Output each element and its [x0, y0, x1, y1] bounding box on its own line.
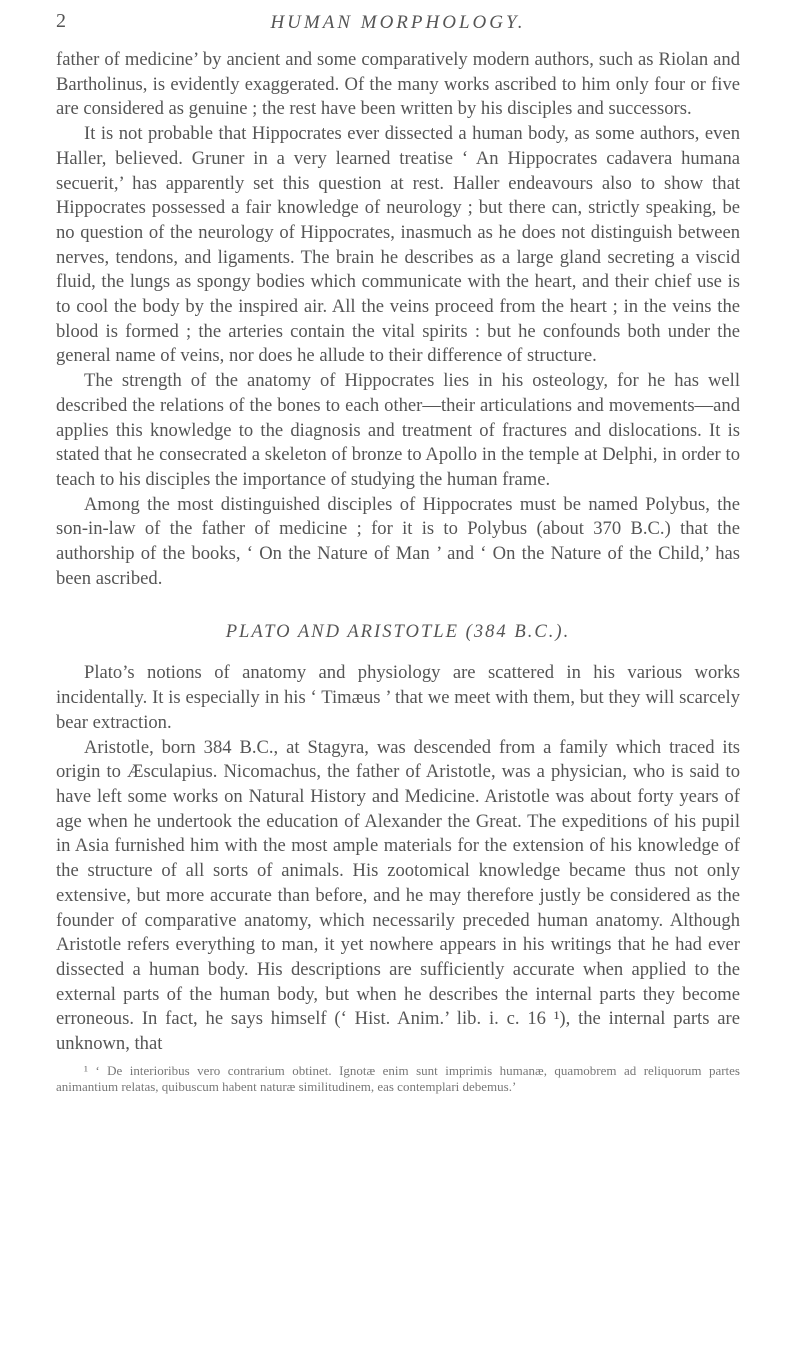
page-number: 2: [56, 10, 66, 32]
running-head: HUMAN MORPHOLOGY.: [270, 12, 526, 33]
paragraph: Plato’s notions of anatomy and physiology are scattered in his various works incidentally. It is especially in his ‘ Timæus ’ that we meet with them, but they will scarcely bear extraction.: [56, 662, 740, 733]
main-text: [56, 48, 740, 1057]
footnote: ¹ ‘ De interioribus vero contrarium obtinet. Ignotæ enim sunt imprimis humanæ, quamobrem ad reliquorum partes animantium relatas, quibuscum habent naturæ similitudinem, eas contemplari debemus.’: [56, 1062, 740, 1094]
paragraph: It is not probable that Hippocrates ever dissected a human body, as some authors, even Haller, believed. Gruner in a very learned treatise ‘ An Hippocrates cadavera humana secuerit,’ has apparently set this question at rest. Haller endeavours also to show that Hippocrates possessed a fair knowledge of neurology ; but there can, strictly speaking, be no question of the neurology of Hippocrates, inasmuch as he does not distinguish between nerves, tendons, and ligaments. The brain he describes as a large gland secreting a viscid fluid, the lungs as spongy bodies which communicate with the heart, and their chief use is to cool the body by the inspired air. All the veins proceed from the heart ; in the veins the blood is formed ; the arteries contain the vital spirits : but he confounds both under the general name of veins, nor does he allude to their difference of structure.: [56, 123, 740, 367]
paragraph: father of medicine’ by ancient and some comparatively modern authors, such as Riolan and Bartholinus, is evidently exaggerated. Of the many works ascribed to him only four or five are considered as genuine ; the rest have been written by his disciples and successors.: [56, 49, 740, 120]
paragraph: Aristotle, born 384 B.C., at Stagyra, was descended from a family which traced its origin to Æsculapius. Nicomachus, the father of Aristotle, was a physician, who is said to have left some works on Natural History and Medicine. Aristotle was about forty years of age when he undertook the education of Alexander the Great. The expeditions of his pupil in Asia furnished him with the most ample materials for the extension of his knowledge of the structure of all sorts of animals. His zootomical knowledge became thus not only extensive, but more accurate than before, and he may therefore justly be considered as the founder of comparative anatomy, which necessarily preceded human anatomy. Although Aristotle refers everything to man, it yet nowhere appears in his writings that he had ever dissected a human body. His descriptions are sufficiently accurate when applied to the external parts of the human body, but when he describes the internal parts they become erroneous. In fact, he says himself (‘ Hist. Anim.’ lib. i. c. 16 ¹), the internal parts are unknown, that: [56, 736, 740, 1055]
section-heading: PLATO AND ARISTOTLE (384 B.C.).: [225, 621, 571, 643]
page-header: [56, 10, 740, 48]
paragraph: The strength of the anatomy of Hippocrates lies in his osteology, for he has well described the relations of the bones to each other—their articulations and movements—and applies this knowledge to the diagnosis and treatment of fractures and dislocations. It is stated that he consecrated a skeleton of bronze to Apollo in the temple at Delphi, in order to teach to his disciples the importance of studying the human frame.: [56, 370, 740, 490]
paragraph: Among the most distinguished disciples of Hippocrates must be named Polybus, the son-in-law of the father of medicine ; for it is to Polybus (about 370 B.C.) that the authorship of the books, ‘ On the Nature of Man ’ and ‘ On the Nature of the Child,’ has been ascribed.: [56, 493, 740, 589]
